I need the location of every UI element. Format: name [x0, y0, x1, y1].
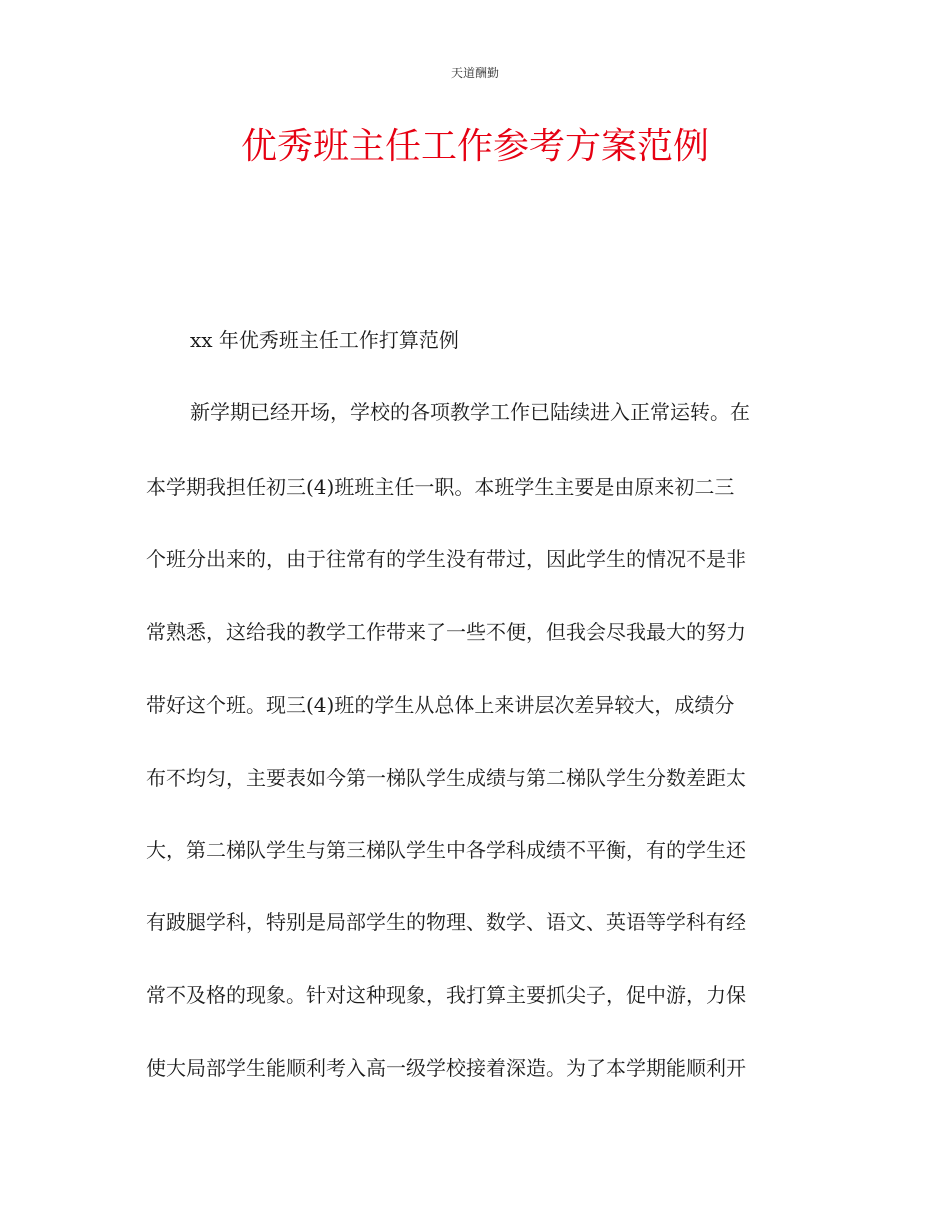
page-header: 天道酬勤 [450, 66, 499, 80]
body-line: 使大局部学生能顺利考入高一级学校接着深造。为了本学期能顺利开 [146, 1056, 746, 1080]
body-line: 常熟悉，这给我的教学工作带来了一些不便，但我会尽我最大的努力 [146, 620, 746, 644]
body-line: 个班分出来的，由于往常有的学生没有带过，因此学生的情况不是非 [146, 547, 746, 571]
body-line: 带好这个班。现三(4)班的学生从总体上来讲层次差异较大，成绩分 [146, 693, 735, 717]
body-line: 新学期已经开场，学校的各项教学工作已陆续进入正常运转。在 [190, 400, 750, 424]
body-line: 有跛腿学科，特别是局部学生的物理、数学、语文、英语等学科有经 [146, 910, 746, 934]
body-line: 常不及格的现象。针对这种现象，我打算主要抓尖子，促中游，力保 [146, 983, 746, 1007]
body-line: 布不均匀，主要表如今第一梯队学生成绩与第二梯队学生分数差距太 [146, 766, 746, 790]
document-title: 优秀班主任工作参考方案范例 [240, 126, 709, 167]
body-line: 大，第二梯队学生与第三梯队学生中各学科成绩不平衡，有的学生还 [146, 838, 746, 862]
body-line: 本学期我担任初三(4)班班主任一职。本班学生主要是由原来初二三 [146, 475, 735, 499]
document-subtitle: xx 年优秀班主任工作打算范例 [190, 328, 459, 352]
